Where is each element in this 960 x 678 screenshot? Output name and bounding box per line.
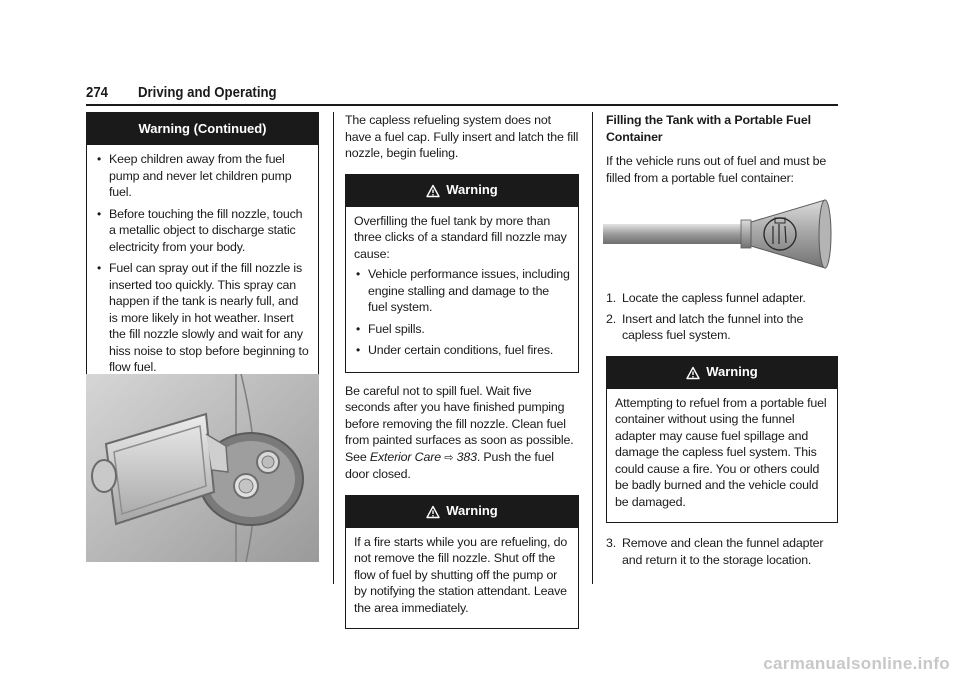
page-ref-arrow-icon: ⇨ [444,451,454,464]
spill-paragraph: Be careful not to spill fuel. Wait five seconds after you have finished pumping before removing the fill nozzle. Clean fuel from painted surfaces as soon as possible. See Exterior Care ⇨ 383. Push the fuel door closed. [345,383,574,481]
warning-triangle-icon [426,184,440,198]
column-divider-2 [592,112,593,584]
overfill-warning-lead: Overfilling the fuel tank by more than three clicks of a standard fill nozzle may cause: [354,213,567,261]
list-item: • Before touching the fill nozzle, touch a metallic object to discharge static electricity from your body. [95,206,310,256]
page-ref[interactable]: 383 [456,449,477,464]
funnel-steps-list-2 [606,535,838,568]
fire-warning-box [345,495,579,630]
column-divider-1 [333,112,334,584]
list-item: • Vehicle performance issues, including engine stalling and damage to the fuel system. [354,266,570,316]
right-column [606,112,838,186]
list-item: 3. Remove and clean the funnel adapter and return it to the storage location. [606,536,824,567]
list-item: • Under certain conditions, fuel fires. [354,342,570,359]
page-number: 274 [86,84,109,101]
right-column-lower [606,290,838,572]
warning-triangle-icon [686,366,700,380]
fire-warning-text: If a fire starts while you are refueling, do not remove the fill nozzle. Shut off the flow of fuel by shutting off the pump or by notifying the station attendant. Leave the area immediately. [354,534,568,615]
list-item: 2. Insert and latch the funnel into the capless fuel system. [606,311,804,342]
list-item: 1. Locate the capless funnel adapter. [606,291,806,305]
portable-container-intro: If the vehicle runs out of fuel and must be filled from a portable fuel container: [606,154,827,185]
funnel-warning-text: Attempting to refuel from a portable fuel container without using the funnel adapter may cause fuel spillage and damage the capless fuel system. This could cause a fire. You or others could be badly burned and the vehicle could be damaged. [615,395,827,509]
warning-continued-box [86,112,319,390]
list-item: • Fuel can spray out if the fill nozzle is inserted too quickly. This spray can happen if the tank is nearly full, and is more likely in hot weather. Insert the fill nozzle slowly and wait for any hiss noise to stop before beginning to flow fuel. [95,260,310,376]
list-item: • Keep children away from the fuel pump and never let children pump fuel. [95,151,310,201]
overfill-warning-box [345,174,579,373]
overfill-warning-title: Warning [346,175,578,207]
middle-column [345,112,579,629]
funnel-warning-title: Warning [607,357,837,389]
portable-container-heading: Filling the Tank with a Portable Fuel Container [606,113,811,144]
capless-intro: The capless refueling system does not have a fuel cap. Fully insert and latch the fill nozzle, begin fueling. [345,113,579,160]
page-header [86,84,838,106]
fire-warning-title: Warning [346,496,578,528]
overfill-warning-list [354,266,570,359]
warning-continued-title: Warning (Continued) [87,113,318,145]
funnel-steps-list [606,290,838,344]
section-title: Driving and Operating [138,84,277,101]
funnel-warning-box [606,356,838,524]
watermark: carmanualsonline.info [763,654,950,673]
fuel-door-illustration [86,374,319,562]
fuel-door-photo [86,374,319,562]
funnel-adapter-illustration [603,196,833,272]
warning-continued-list [95,151,310,376]
header-rule [86,104,838,106]
list-item: • Fuel spills. [354,321,570,338]
warning-triangle-icon [426,505,440,519]
left-column [86,112,319,390]
exterior-care-link[interactable]: Exterior Care [369,449,441,464]
